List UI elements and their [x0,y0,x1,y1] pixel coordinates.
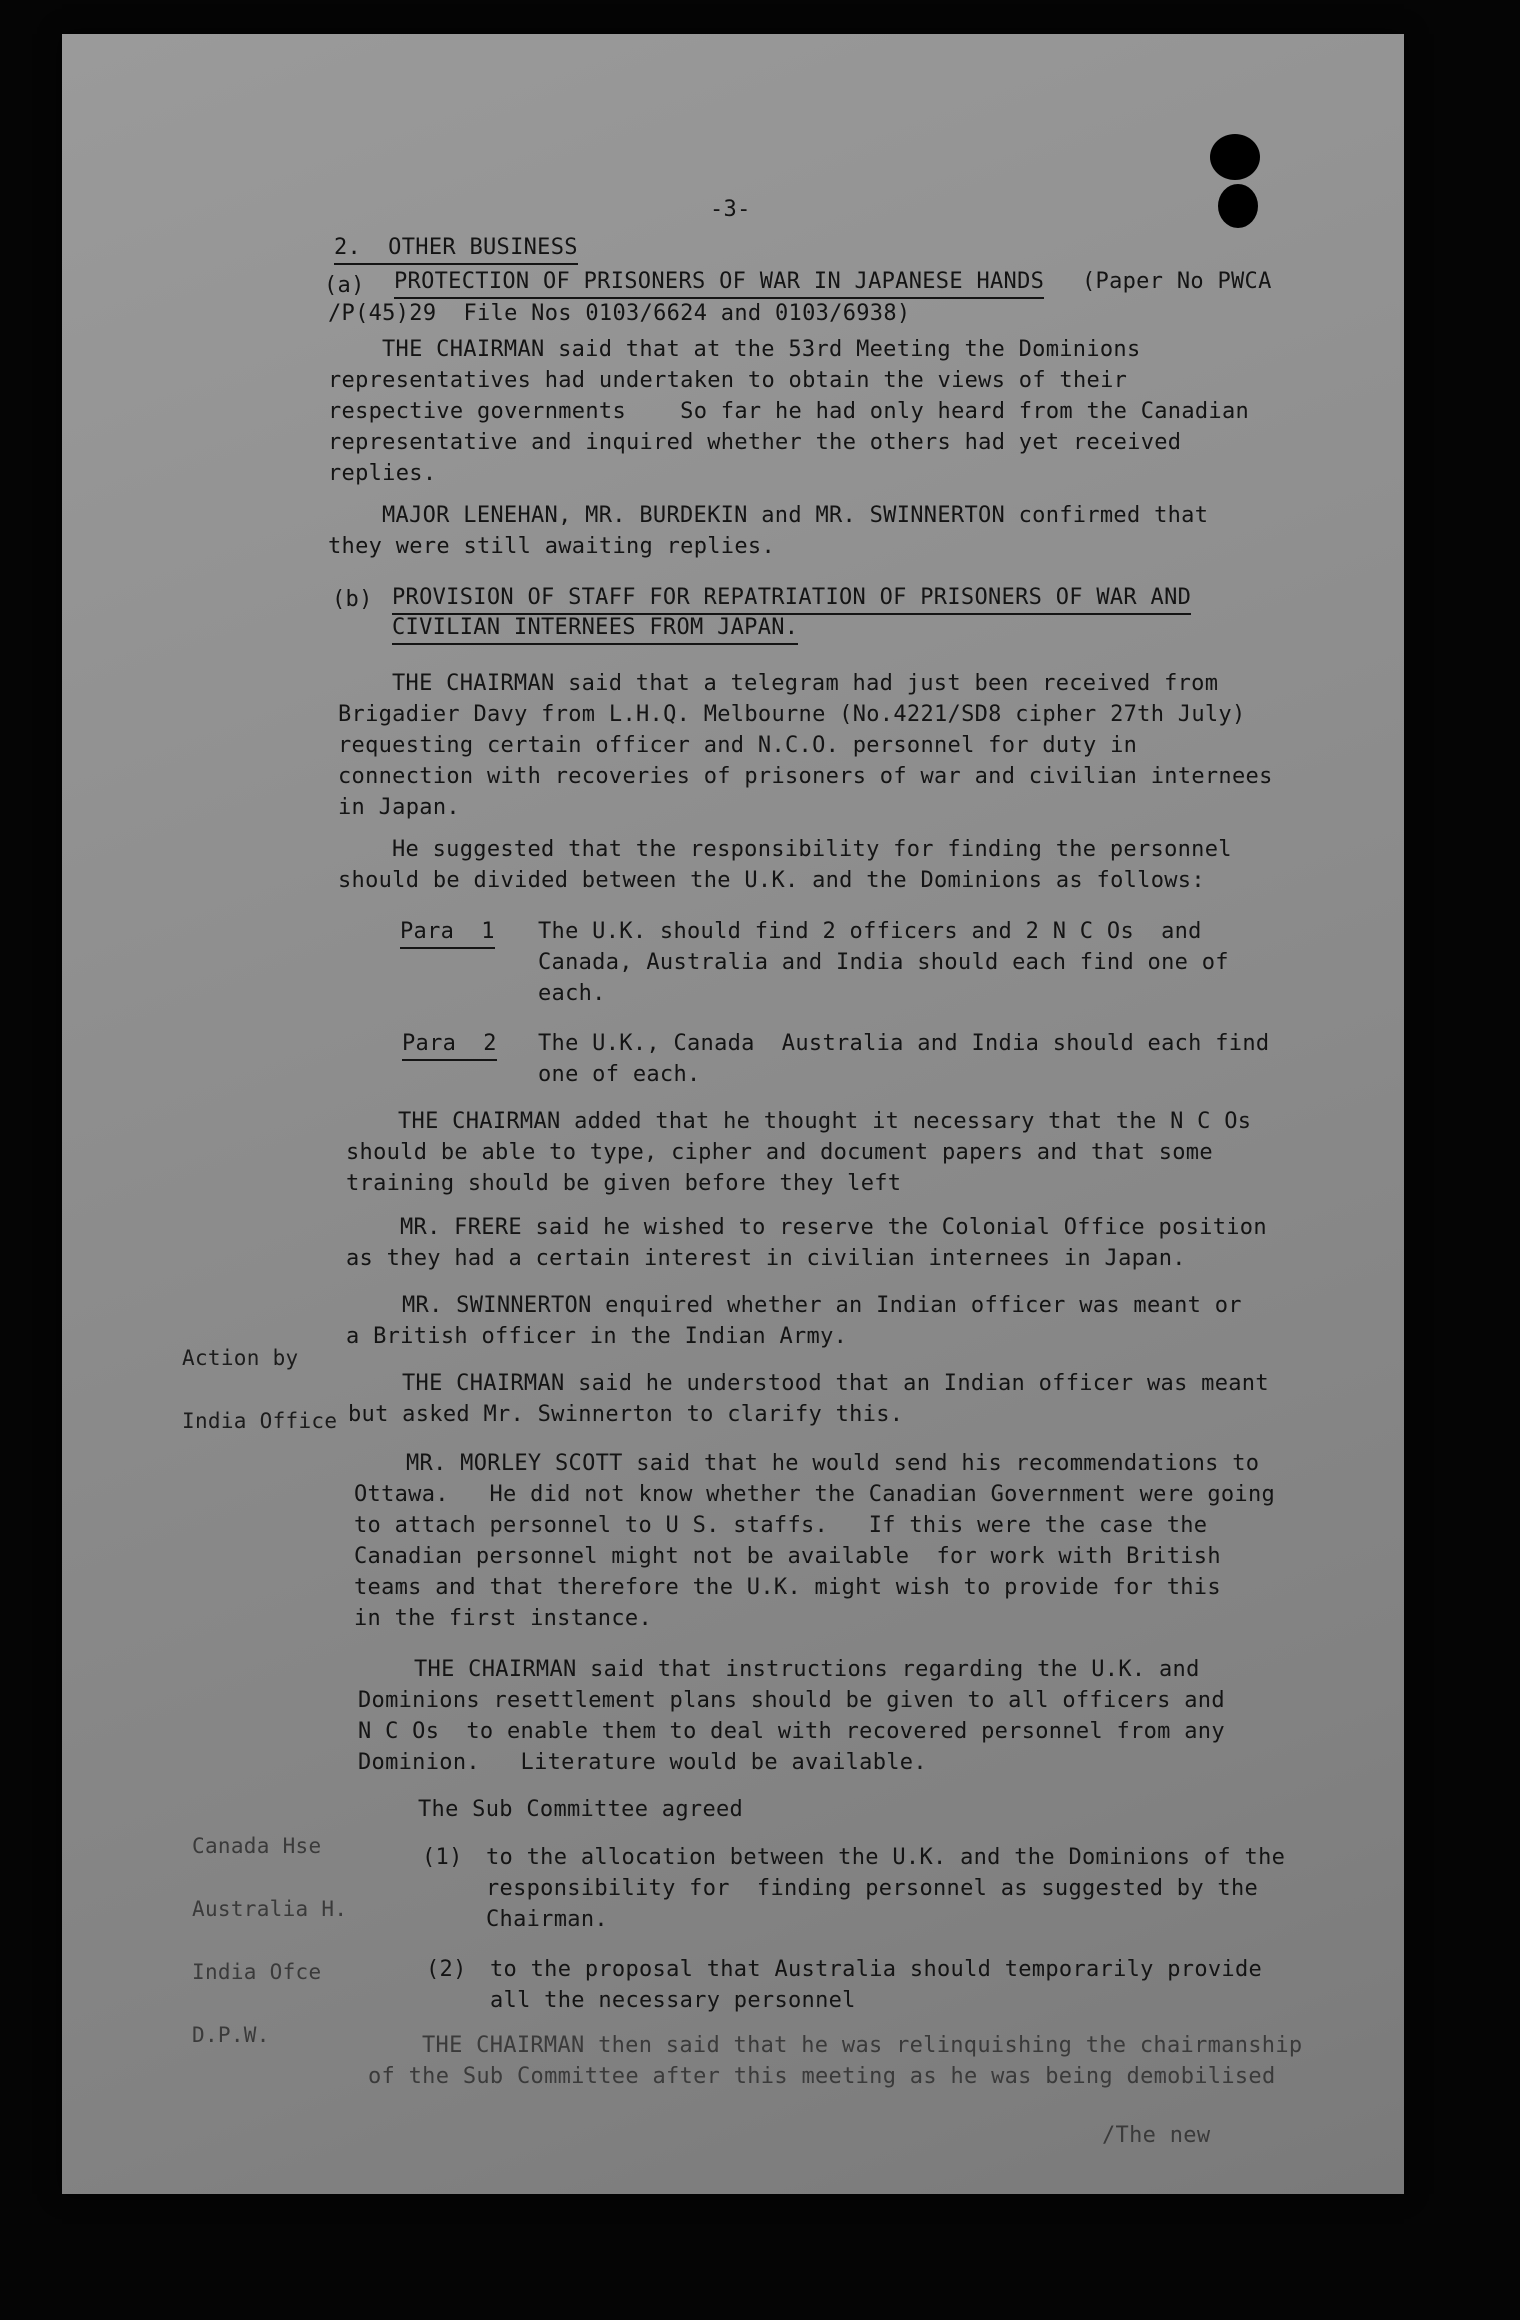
agreed-heading: The Sub Committee agreed [418,1797,744,1822]
para-1-label: Para 1 [400,916,495,949]
agreed-1-label: (1) [422,1845,463,1870]
text-line: Brigadier Davy from L.H.Q. Melbourne (No.4221/SD8 cipher 27th July) [338,702,1246,727]
text-line: connection with recoveries of prisoners of war and civilian internees [338,764,1273,789]
text-line: MR. MORLEY SCOTT said that he would send his recommendations to [406,1451,1260,1476]
margin-note-action [182,1306,337,1474]
text-line: to attach personnel to U S. staffs. If this were the case the [354,1513,1208,1538]
text-line: replies. [328,461,437,486]
text-line: all the necessary personnel [490,1988,856,2013]
text-line: representatives had undertaken to obtain the views of their [328,368,1128,393]
text-line: one of each. [538,1062,701,1087]
item-b-title: PROVISION OF STAFF FOR REPATRIATION OF PRISONERS OF WAR AND [392,582,1191,615]
margin-line: India Ofce [192,1960,322,1984]
text-line: Dominion. Literature would be available. [358,1750,927,1775]
text-line: responsibility for finding personnel as suggested by the [486,1876,1259,1901]
text-line: should be able to type, cipher and document papers and that some [346,1140,1213,1165]
text-line: Chairman. [486,1907,608,1932]
margin-line: Canada Hse [192,1834,322,1858]
text-line: MR. FRERE said he wished to reserve the Colonial Office position [400,1215,1267,1240]
text-line: representative and inquired whether the others had yet received [328,430,1182,455]
text-line: Ottawa. He did not know whether the Canadian Government were going [354,1482,1276,1507]
text-line: The U.K. should find 2 officers and 2 N C Os and [538,919,1202,944]
text-line: MR. SWINNERTON enquired whether an Indian officer was meant or [402,1293,1242,1318]
margin-line: Action by [182,1346,299,1370]
text-line: a British officer in the Indian Army. [346,1324,848,1349]
text-line: The U.K., Canada Australia and India should each find [538,1031,1270,1056]
text-line: respective governments So far he had only heard from the Canadian [328,399,1250,424]
ink-blot [1218,184,1258,228]
catchword: /The new [1102,2123,1211,2148]
margin-note-distribution [192,1794,347,2088]
text-line: THE CHAIRMAN said that instructions regarding the U.K. and [414,1657,1200,1682]
document-page [62,34,1404,2194]
text-line: THE CHAIRMAN added that he thought it necessary that the N C Os [398,1109,1252,1134]
para-2-label: Para 2 [402,1028,497,1061]
text-line: Dominions resettlement plans should be given to all officers and [358,1688,1225,1713]
item-a-file-ref: /P(45)29 File Nos 0103/6624 and 0103/6938) [328,301,911,326]
text-line: MAJOR LENEHAN, MR. BURDEKIN and MR. SWINNERTON confirmed that [382,503,1209,528]
text-line: THE CHAIRMAN said that a telegram had just been received from [392,671,1219,696]
text-line: as they had a certain interest in civilian internees in Japan. [346,1246,1186,1271]
text-line: He suggested that the responsibility for finding the personnel [392,837,1232,862]
agreed-2-label: (2) [426,1957,467,1982]
margin-line: D.P.W. [192,2023,270,2047]
text-line: of the Sub Committee after this meeting as he was being demobilised [368,2064,1276,2089]
text-line: requesting certain officer and N.C.O. personnel for duty in [338,733,1138,758]
text-line: Canadian personnel might not be available for work with British [354,1544,1221,1569]
item-b-title-cont: CIVILIAN INTERNEES FROM JAPAN. [392,612,798,645]
section-heading: 2. OTHER BUSINESS [334,232,578,265]
text-line: teams and that therefore the U.K. might wish to provide for this [354,1575,1221,1600]
text-line: should be divided between the U.K. and the Dominions as follows: [338,868,1205,893]
ink-blot [1210,134,1260,180]
item-a-paper-ref: (Paper No PWCA [1082,269,1272,294]
text-line: but asked Mr. Swinnerton to clarify this. [348,1402,904,1427]
text-line: THE CHAIRMAN said he understood that an Indian officer was meant [402,1371,1269,1396]
item-b-label: (b) [332,587,373,612]
margin-line: India Office [182,1409,338,1433]
text-line: in Japan. [338,795,460,820]
text-line: to the allocation between the U.K. and the Dominions of the [486,1845,1286,1870]
text-line: THE CHAIRMAN said that at the 53rd Meeting the Dominions [382,337,1141,362]
item-a-label: (a) [324,273,365,298]
text-line: training should be given before they left [346,1171,902,1196]
margin-line: Australia H. [192,1897,348,1921]
item-a-title: PROTECTION OF PRISONERS OF WAR IN JAPANESE HANDS [394,266,1044,299]
text-line: they were still awaiting replies. [328,534,775,559]
page-number: -3- [710,197,751,222]
text-line: THE CHAIRMAN then said that he was relinquishing the chairmanship [422,2033,1303,2058]
text-line: each. [538,981,606,1006]
text-line: N C Os to enable them to deal with recovered personnel from any [358,1719,1225,1744]
text-line: in the first instance. [354,1606,652,1631]
text-line: Canada, Australia and India should each find one of [538,950,1229,975]
text-line: to the proposal that Australia should temporarily provide [490,1957,1263,1982]
